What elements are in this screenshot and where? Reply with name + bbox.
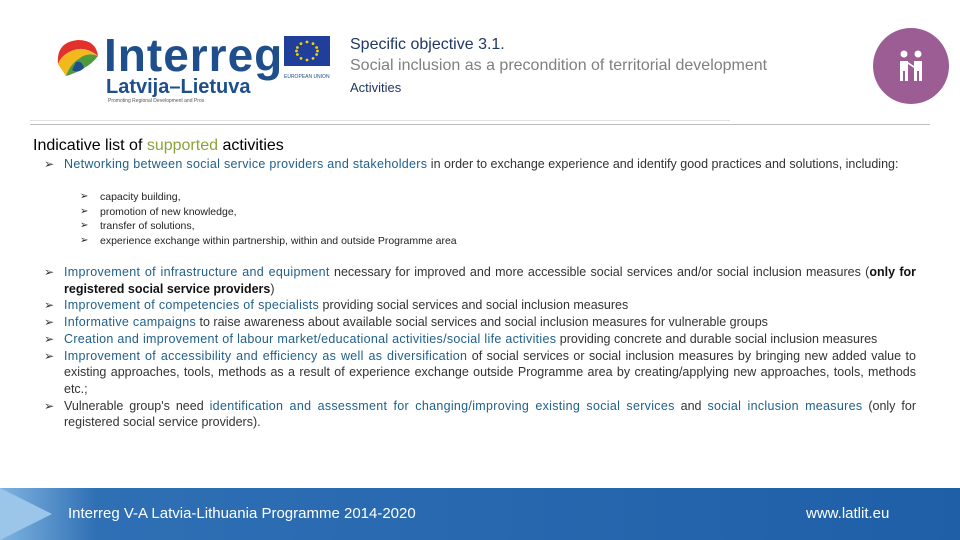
people-icon xyxy=(873,28,949,104)
heading-post: activities xyxy=(218,137,284,154)
objective-subtitle: Social inclusion as a precondition of territorial development xyxy=(350,57,768,74)
footer-program: Interreg V-A Latvia-Lithuania Programme 2014-2020 xyxy=(68,505,416,522)
social-inclusion-badge xyxy=(873,28,949,104)
bullet-text: ) xyxy=(270,281,275,296)
heading-pre: Indicative list of xyxy=(33,137,147,154)
list-item xyxy=(44,156,916,173)
bullet-highlight: Improvement of competencies of specialists xyxy=(64,298,320,313)
interreg-swirl-icon xyxy=(52,34,102,86)
networking-sublist xyxy=(80,190,457,248)
list-item xyxy=(44,314,916,331)
page-heading xyxy=(33,137,284,155)
eu-label: EUROPEAN UNION xyxy=(284,74,330,80)
heading-highlight: supported xyxy=(146,137,218,154)
list-item xyxy=(44,398,916,431)
bullet-highlight: identification and assessment for changing/improving existing social services xyxy=(209,398,675,413)
bullet-highlight: Creation and improvement of labour market/educational activities/social life activities xyxy=(64,331,557,346)
logo-wordmark: Interreg xyxy=(104,29,284,81)
bullet-text: and xyxy=(674,398,708,413)
bullet-text: Vulnerable group's need xyxy=(64,398,210,413)
eu-flag-icon xyxy=(284,36,330,72)
bullet-text: necessary for improved and more accessible social services and/or social inclusion measures ( xyxy=(329,265,870,279)
logo-tagline: Promoting Regional Development and Pros xyxy=(108,98,205,104)
bullet-highlight: social inclusion measures xyxy=(707,398,863,413)
sub-item: ➢ promotion of new knowledge, xyxy=(80,205,457,220)
bullet-text: in order to exchange experience and identify good practices and solutions, including: xyxy=(427,157,899,171)
bullet-text: providing concrete and durable social inclusion measures xyxy=(556,331,878,346)
section-label: Activities xyxy=(350,80,402,95)
list-item xyxy=(44,348,916,398)
bullet-text: providing social services and social inclusion measures xyxy=(319,298,629,313)
list-item xyxy=(44,297,916,314)
sub-item: ➢ transfer of solutions, xyxy=(80,219,457,234)
sub-item: ➢ experience exchange within partnership, within and outside Programme area xyxy=(80,234,457,249)
bullet-bold: only for registered social service providers xyxy=(64,265,916,296)
objective-title: Specific objective 3.1. xyxy=(350,36,505,53)
list-item xyxy=(44,264,916,297)
footer-accent xyxy=(0,488,52,540)
bullet-text: to raise awareness about available social services and social inclusion measures for vulnerable groups xyxy=(196,315,768,330)
list-item xyxy=(44,331,916,348)
bullet-highlight: Informative campaigns xyxy=(64,315,197,330)
logo-subtitle: Latvija–Lietuva xyxy=(106,76,251,98)
bullet-text: (only for registered social service providers). xyxy=(64,398,916,430)
bullet-text: of social services or social inclusion measures by bringing new added value to existing approaches, tools, methods as a result of experience exchange outside Programme area by creating/applying new approaches, tools, methods etc.; xyxy=(64,348,916,396)
header-divider xyxy=(30,124,930,125)
bullet-highlight: Improvement of accessibility and efficiency as well as diversification xyxy=(64,348,468,363)
bullet-networking xyxy=(44,156,916,173)
footer-url-link[interactable]: www.latlit.eu xyxy=(806,505,890,522)
activity-list xyxy=(44,264,916,431)
header-divider-light xyxy=(30,120,730,121)
sub-item: ➢ capacity building, xyxy=(80,190,457,205)
bullet-highlight: Improvement of infrastructure and equipment xyxy=(64,265,330,279)
bullet-highlight: Networking between social service providers and stakeholders xyxy=(64,157,428,171)
